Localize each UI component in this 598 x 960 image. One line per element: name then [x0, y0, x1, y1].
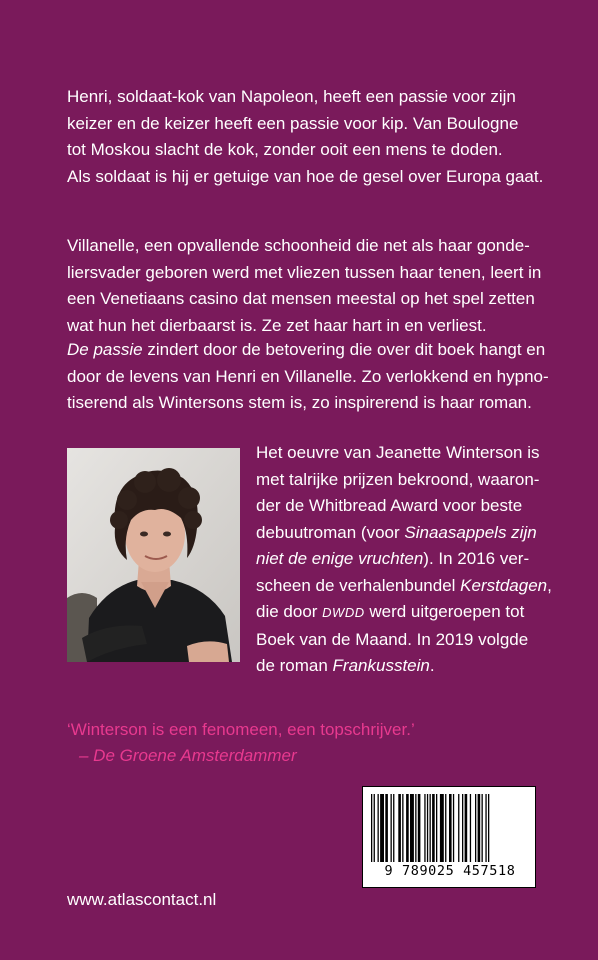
barcode-bar	[391, 794, 392, 862]
barcode-bar	[393, 794, 394, 862]
text-line: door de levens van Henri en Villanelle. Zo verlokkend en hypno-	[67, 366, 549, 386]
barcode-bar	[465, 794, 468, 862]
barcode-bar	[488, 794, 489, 862]
text-line: keizer en de keizer heeft een passie voor kip. Van Boulogne	[67, 113, 519, 133]
text-fragment: die door	[256, 602, 323, 621]
text-fragment: .	[429, 656, 435, 675]
barcode-bar	[475, 794, 476, 862]
text-line: Henri, soldaat-kok van Napoleon, heeft een passie voor zijn	[67, 87, 516, 106]
text-line	[67, 337, 546, 364]
text-fragment: de roman	[256, 656, 333, 675]
author-bio	[256, 440, 552, 680]
synopsis-paragraph-villanelle	[67, 233, 542, 339]
barcode-bar	[371, 794, 372, 862]
text-line: een Venetiaans casino dat mensen meestal op het spel zetten	[67, 289, 535, 308]
text-line	[256, 573, 552, 600]
synopsis-paragraph-henri	[67, 84, 544, 190]
author-portrait-illustration	[67, 448, 240, 662]
barcode-bar	[482, 794, 483, 862]
barcode-bar	[374, 794, 375, 862]
author-photo	[67, 448, 240, 662]
barcode-bar	[427, 794, 428, 862]
barcode-bar	[449, 794, 452, 862]
text-line: wat hun het dierbaarst is. Ze zet haar hart in en verliest.	[67, 315, 487, 335]
barcode-bar	[398, 794, 401, 862]
barcode-bars	[371, 794, 529, 862]
isbn-barcode	[362, 786, 536, 888]
text-line: der de Whitbread Award voor beste	[256, 496, 523, 515]
book-title: niet de enige vruchten	[256, 549, 424, 568]
text-line	[256, 546, 546, 573]
barcode-bar	[436, 794, 437, 862]
barcode-bar	[406, 794, 409, 862]
tv-show-name: DWDD	[322, 605, 365, 620]
text-fragment: ,	[547, 575, 552, 595]
quote-source: – De Groene Amsterdammer	[79, 746, 297, 765]
isbn-number: 9 789025 457518	[384, 863, 516, 879]
synopsis-paragraph-summary	[67, 337, 549, 417]
book-title: Kerstdagen	[460, 575, 548, 595]
barcode-bar	[380, 794, 384, 862]
barcode-bar	[462, 794, 463, 862]
text-line	[256, 653, 546, 680]
text-line	[256, 520, 546, 547]
barcode-bar	[485, 794, 486, 862]
barcode-bar	[445, 794, 446, 862]
quote-text: ‘Winterson is een fenomeen, een topschrijver.’	[67, 720, 415, 739]
text-line: Boek van de Maand. In 2019 volgde	[256, 629, 529, 649]
barcode-bar	[378, 794, 379, 862]
press-quote	[67, 717, 415, 769]
barcode-bar	[470, 794, 471, 862]
book-title: Sinaasappels zijn	[404, 522, 537, 542]
barcode-bar	[432, 794, 435, 862]
text-line: tiserend als Wintersons stem is, zo inspirerend is haar roman.	[67, 393, 532, 412]
text-line: Als soldaat is hij er getuige van hoe de gesel over Europa gaat.	[67, 166, 544, 186]
text-line	[256, 599, 546, 627]
publisher-website: www.atlascontact.nl	[67, 890, 217, 909]
text-line: met talrijke prijzen bekroond, waaron-	[256, 469, 540, 489]
text-line: tot Moskou slacht de kok, zonder ooit een mens te doden.	[67, 140, 503, 159]
barcode-bar	[430, 794, 431, 862]
text-line: Het oeuvre van Jeanette Winterson is	[256, 443, 540, 462]
barcode-bar	[415, 794, 416, 862]
barcode-bar	[385, 794, 388, 862]
barcode-bar	[410, 794, 414, 862]
text-fragment: zindert door de betovering die over dit boek hangt en	[142, 340, 546, 359]
book-title: De passie	[67, 340, 143, 359]
book-title: Frankusstein	[332, 656, 430, 675]
barcode-bar	[478, 794, 481, 862]
barcode-bar	[453, 794, 454, 862]
text-fragment: debuutroman (voor	[256, 522, 405, 542]
barcode-bar	[418, 794, 421, 862]
text-line: Villanelle, een opvallende schoonheid die net als haar gonde-	[67, 236, 530, 255]
barcode-bar	[402, 794, 403, 862]
text-fragment: scheen de verhalenbundel	[256, 575, 461, 595]
text-fragment: ). In 2016 ver-	[423, 549, 530, 568]
barcode-bar	[440, 794, 444, 862]
barcode-bar	[424, 794, 425, 862]
text-line: liersvader geboren werd met vliezen tussen haar tenen, leert in	[67, 262, 542, 282]
barcode-bar	[458, 794, 459, 862]
text-fragment: werd uitgeroepen tot	[364, 602, 525, 621]
